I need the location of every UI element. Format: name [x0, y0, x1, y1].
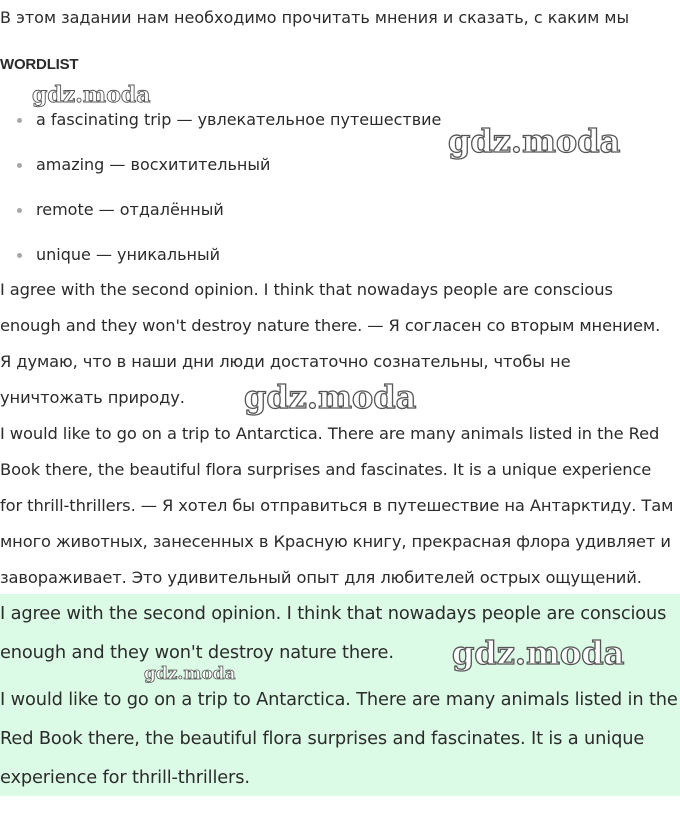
answer-paragraph-opinion: I agree with the second opinion. I think that nowadays people are conscious enough and they won't destroy nature there. — [0, 603, 667, 663]
watermark-logo: gdz.moda — [452, 634, 625, 672]
wordlist — [0, 108, 441, 288]
bullet-icon — [17, 118, 22, 123]
wordlist-item-text: unique — уникальный — [36, 245, 220, 264]
wordlist-item-text: remote — отдалённый — [36, 200, 224, 219]
wordlist-heading: WORDLIST — [0, 56, 79, 73]
intro-text: В этом задании нам необходимо прочитать мнения и сказать, с каким мы — [0, 8, 630, 27]
watermark-logo: gdz.moda — [32, 82, 151, 108]
wordlist-item-text: a fascinating trip — увлекательное путешествие — [36, 110, 442, 129]
watermark-logo: gdz.moda — [448, 122, 621, 160]
bullet-icon — [17, 208, 22, 213]
wordlist-item — [0, 153, 441, 198]
watermark-logo: gdz.moda — [144, 664, 236, 684]
wordlist-item-text: amazing — восхитительный — [36, 155, 271, 174]
paragraph-opinion: I agree with the second opinion. I think that nowadays people are conscious enough and they won't destroy nature there. — Я согласен со вторым мнением. Я думаю, что в наши дни люди достаточно сознательны, чтобы не уничтожать природу. — [0, 280, 661, 407]
wordlist-item — [0, 198, 441, 243]
answer-block — [0, 594, 680, 796]
answer-paragraph-trip: I would like to go on a trip to Antarctica. There are many animals listed in the Red Book there, the beautiful flora surprises and fascinates. It is a unique experience for thrill-thrillers. — [0, 689, 678, 788]
watermark-logo: gdz.moda — [244, 378, 417, 416]
bullet-icon — [17, 253, 22, 258]
bullet-icon — [17, 163, 22, 168]
paragraph-trip: I would like to go on a trip to Antarctica. There are many animals listed in the Red Book there, the beautiful flora surprises and fascinates. It is a unique experience for thrill-thrillers. — Я хотел бы отправиться в путешествие на Антарктиду. Там много животных, занесенных в Красную книгу, прекрасная флора удивляет и завораживает. Это удивительный опыт для любителей острых ощущений. — [0, 424, 674, 587]
wordlist-item — [0, 108, 441, 153]
